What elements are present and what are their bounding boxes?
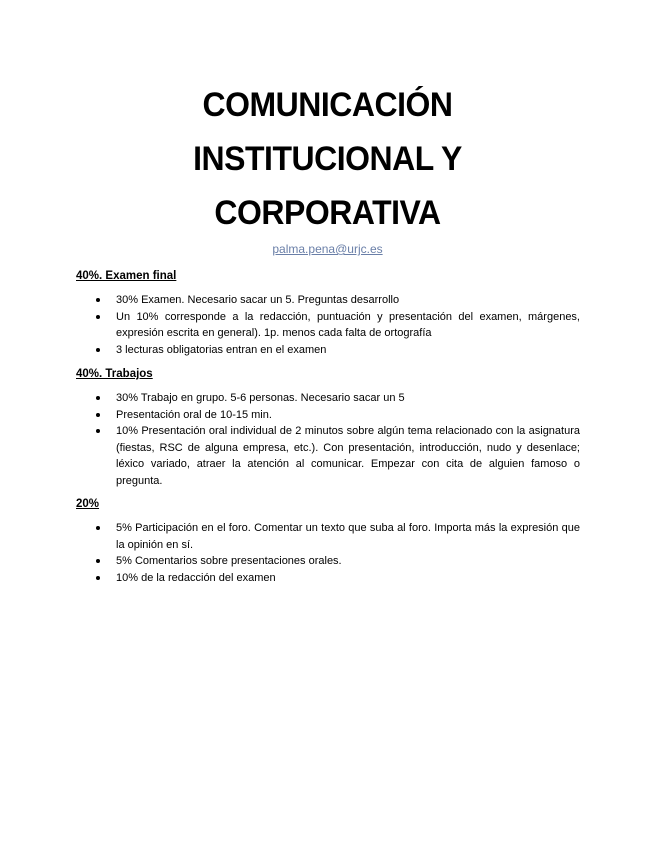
bullet-icon <box>96 413 100 417</box>
section-heading: 40%. Examen final <box>76 270 177 282</box>
list-item <box>76 390 580 407</box>
bullet-icon <box>96 526 100 530</box>
bullet-list <box>76 520 580 586</box>
email-link[interactable]: palma.pena@urjc.es <box>272 242 383 256</box>
section-heading: 40%. Trabajos <box>76 368 153 380</box>
list-item <box>76 309 580 342</box>
bullet-icon <box>96 396 100 400</box>
list-item <box>76 407 580 424</box>
list-item <box>76 423 580 489</box>
bullet-icon <box>96 576 100 580</box>
bullet-icon <box>96 315 100 319</box>
list-item-text: 3 lecturas obligatorias entran en el examen <box>116 343 327 356</box>
title-line-3: CORPORATIVA <box>214 194 441 232</box>
list-item-text: Presentación oral de 10-15 min. <box>116 408 272 421</box>
bullet-icon <box>96 298 100 302</box>
bullet-icon <box>96 429 100 433</box>
bullet-list <box>76 390 580 489</box>
list-item-text: 10% Presentación oral individual de 2 minutos sobre algún tema relacionado con la asignatura (fiestas, RSC de alguna empresa, etc.). Con presentación, introducción, nudo y desenlace; léxico variado, atraer la atención al comunicar. Empezar con cita de alguien famoso o pregunta. <box>116 425 580 487</box>
bullet-list <box>76 292 580 358</box>
list-item-text: 5% Comentarios sobre presentaciones orales. <box>116 555 342 567</box>
list-item <box>76 520 580 553</box>
list-item <box>76 342 580 359</box>
list-item-text: 5% Participación en el foro. Comentar un texto que suba al foro. Importa más la expresión que la opinión en sí. <box>116 522 580 551</box>
bullet-icon <box>96 348 100 352</box>
section-examen-final <box>76 268 580 358</box>
title-line-1: COMUNICACIÓN <box>202 86 453 124</box>
list-item <box>76 292 580 309</box>
list-item-text: 30% Trabajo en grupo. 5-6 personas. Necesario sacar un 5 <box>116 392 405 404</box>
list-item-text: Un 10% corresponde a la redacción, puntuación y presentación del examen, márgenes, expresión escrita en general). 1p. menos cada falta de ortografía <box>116 310 580 339</box>
list-item <box>76 570 580 587</box>
document-title <box>20 78 636 240</box>
list-item-text: 30% Examen. Necesario sacar un 5. Preguntas desarrollo <box>116 294 400 306</box>
section-trabajos <box>76 366 580 489</box>
section-20-percent <box>76 496 580 586</box>
bullet-icon <box>96 559 100 563</box>
title-line-2: INSTITUCIONAL Y <box>193 140 462 178</box>
section-heading: 20% <box>76 498 100 510</box>
list-item-text: 10% de la redacción del examen <box>116 571 276 584</box>
list-item <box>76 553 580 570</box>
